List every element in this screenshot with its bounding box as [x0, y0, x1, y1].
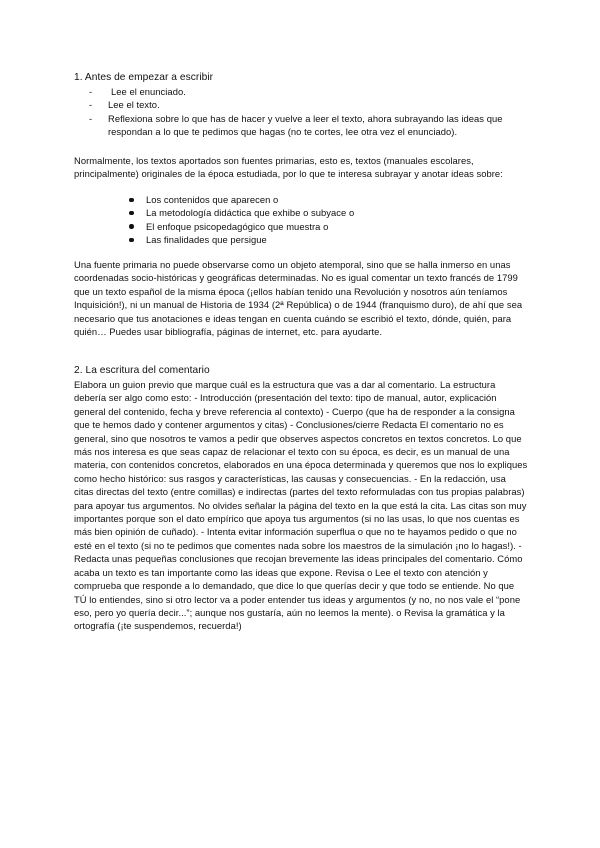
bullet-dot-icon: [129, 238, 134, 243]
focus-points-list: [74, 193, 534, 247]
bullet-dot-icon: [129, 224, 134, 229]
focus-point-item: La metodología didáctica que exhibe o subyace o: [74, 206, 534, 219]
writing-instructions: Elabora un guion previo que marque cuál es la estructura que vas a dar al comentario. La estructura debería ser algo como esto: - Introducción (presentación del texto: tipo de manual, autor, explicación general del contenido, fecha y breve referencia al contexto) - Cuerpo (que ha de responder a la consigna que te hemos dado y contener argumentos y citas) - Conclusiones/cierre Redacta El comentario no es general, sino que nosotros te vamos a pedir que observes aspectos concretos en textos concretos. Lo que más nos interesa es que seas capaz de relacionar el texto con su época, es decir, es un manual de una materia, con contenidos concretos, elaborados en una época determinada y queremos que nos lo expliques como hecho histórico: sus rasgos y características, las causas y consecuencias. - En la redacción, usa citas directas del texto (entre comillas) e indirectas (partes del texto reformuladas con tus propias palabras) para apoyar tus argumentos. No olvides señalar la página del texto en la que está la cita. Las citas son muy importantes porque son el dato empírico que apoya tus argumentos (si no las usas, lo que nos cuentas es más bien opinión de cuñado). - Intenta evitar información superflua o que no te hayamos pedido o que no esté en el texto (si no te pedimos que comentes nada sobre los maestros de la simulación ¡no lo hagas!). - Redacta unas pequeñas conclusiones que recojan brevemente las ideas principales del comentario. Cómo acaba un texto es tan importante como las ideas que expone. Revisa o Lee el texto con atención y comprueba que responde a lo demandado, que dice lo que querías decir y que todo se entiende. No que TÚ lo entiendes, sino si otro lector va a poder entender tus ideas y argumentos (y no, no nos vale el “pone eso, pero yo quería decir...”; aunque nos gustaría, aún no leemos la mente). o Revisa la gramática y la ortografía (¡te suspendemos, recuerda!): [74, 379, 528, 632]
dash-marker: -: [89, 99, 93, 111]
dash-marker: -: [89, 86, 93, 97]
section-heading-escritura: 2. La escritura del comentario: [74, 365, 210, 376]
section-heading-antes: 1. Antes de empezar a escribir: [74, 72, 214, 83]
dash-marker: -: [89, 112, 93, 124]
focus-point-item: Las finalidades que persigue: [74, 233, 534, 246]
step-item: - Lee el texto.: [89, 99, 160, 111]
bullet-dot-icon: [129, 198, 134, 203]
step-item: - Lee el enunciado.: [89, 86, 186, 97]
step-item: - Reflexiona sobre lo que has de hacer y vuelve a leer el texto, ahora subrayando las ideas que respondan a lo que te pedimos que hagas (no te cortes, lee otra vez el enunciado).: [89, 112, 503, 138]
focus-point-item: El enfoque psicopedagógico que muestra o: [74, 220, 534, 233]
bullet-dot-icon: [129, 211, 134, 216]
intro-paragraph: Normalmente, los textos aportados son fuentes primarias, esto es, textos (manuales escolares, principalmente) originales de la época estudiada, por lo que te interesa subrayar y anotar ideas sobre:: [74, 155, 503, 180]
context-paragraph: Una fuente primaria no puede observarse como un objeto atemporal, sino que se halla inmerso en unas coordenadas socio-históricas y geográficas determinadas. No es igual comentar un texto francés de 1799 que un texto español de la misma época (¡ellos habían tenido una Revolución y nosotros aún teníamos Inquisición!), ni un manual de Historia de 1934 (2ª República) o de 1944 (franquismo duro), de ahí que sea necesario que tus anotaciones e ideas tengan en cuenta cuándo se escribió el texto, dónde, quién, para quién… Puedes usar bibliografía, páginas de internet, etc. para ayudarte.: [74, 259, 523, 338]
focus-point-item: Los contenidos que aparecen o: [74, 193, 534, 206]
steps-list: [74, 85, 534, 139]
